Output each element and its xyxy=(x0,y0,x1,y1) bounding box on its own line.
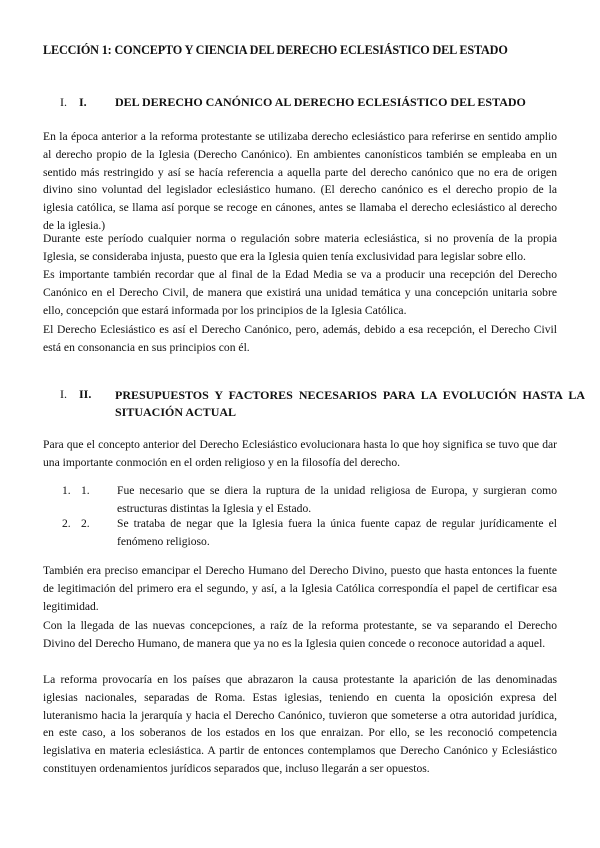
section-heading-text: PRESUPUESTOS Y FACTORES NECESARIOS PARA LA EVOLUCIÓN HASTA LA SITUACIÓN ACTUAL xyxy=(115,388,585,419)
paragraph: La reforma provocaría en los países que abrazaron la causa protestante la aparición de las denominadas iglesias nacionales, separadas de Roma. Estas iglesias, teniendo en cuenta la oposición expresa del luteranismo hacia la jerarquía y hacia el Derecho Canónico, tuvieron que someterse a otra autoridad jurídica, en este caso, a los soberanos de los estados en los que enraizan. Por ello, se les reconoció competencia legislativa en materia eclesiástica. A partir de entonces contemplamos que Derecho Canónico y Eclesiástico constituyen ordenamientos jurídicos separados que, incluso llegarán a ser opuestos. xyxy=(43,673,557,775)
section-heading-text: DEL DERECHO CANÓNICO AL DERECHO ECLESIÁSTICO DEL ESTADO xyxy=(115,95,526,109)
paragraph: Para que el concepto anterior del Derecho Eclesiástico evolucionara hasta lo que hoy significa se tuvo que dar una importante conmoción en el orden religioso y en la filosofía del derecho. xyxy=(43,438,557,469)
list-number: 1. xyxy=(81,484,90,497)
paragraph: Con la llegada de las nuevas concepciones, a raíz de la reforma protestante, se va separando el Derecho Divino del Derecho Humano, de manera que ya no es la Iglesia quien concede o reconoce autoridad a aquel. xyxy=(43,619,557,650)
paragraph: El Derecho Eclesiástico es así el Derecho Canónico, pero, además, debido a esa recepción, el Derecho Civil está en consonancia en sus principios con él. xyxy=(43,323,557,354)
paragraph: En la época anterior a la reforma protestante se utilizaba derecho eclesiástico para referirse en sentido amplio al derecho propio de la Iglesia (Derecho Canónico). En ambientes canonísticos también se empleaba en un sentido más restringido y así se hacía referencia a aquella parte del derecho canónico que no era de origen divino sino voluntad del legislador eclesiástico humano. (El derecho canónico es el derecho propio de la iglesia católica, se llama así porque se recoge en cánones, antes se llamaba el derecho eclesiástico al derecho de la iglesia.) xyxy=(43,130,557,232)
list-number: 1. xyxy=(62,484,71,497)
list-item-text: Fue necesario que se diera la ruptura de la unidad religiosa de Europa, y surgieran como estructuras distintas la Iglesia y el Estado. xyxy=(117,484,557,515)
list-number: 2. xyxy=(81,517,90,530)
section-roman-numeral: II. xyxy=(79,387,92,401)
paragraph: Durante este período cualquier norma o regulación sobre materia eclesiástica, si no provenía de la propia Iglesia, se consideraba injusta, puesto que era la Iglesia quien tenía exclusividad para legislar sobre ello. xyxy=(43,232,557,263)
section-roman-numeral: I. xyxy=(79,95,87,109)
paragraph: También era preciso emancipar el Derecho Humano del Derecho Divino, puesto que hasta entonces la fuente de legitimación del primero era el segundo, y así, a la Iglesia Católica correspondía el papel de certificar esa legitimidad. xyxy=(43,564,557,613)
section-number: I. xyxy=(60,387,67,401)
page-title: LECCIÓN 1: CONCEPTO Y CIENCIA DEL DERECHO ECLESIÁSTICO DEL ESTADO xyxy=(43,43,508,57)
list-item xyxy=(62,515,557,551)
list-item xyxy=(62,482,557,518)
paragraph: Es importante también recordar que al final de la Edad Media se va a producir una recepción del Derecho Canónico en el Derecho Civil, de manera que existirá una unidad temática y una concepción unitaria sobre ello, concepción que estará informada por los principios de la Iglesia Católica. xyxy=(43,268,557,317)
section-number: I. xyxy=(60,95,67,109)
list-number: 2. xyxy=(62,517,71,530)
list-item-text: Se trataba de negar que la Iglesia fuera la única fuente capaz de regular jurídicamente el fenómeno religioso. xyxy=(117,517,557,548)
